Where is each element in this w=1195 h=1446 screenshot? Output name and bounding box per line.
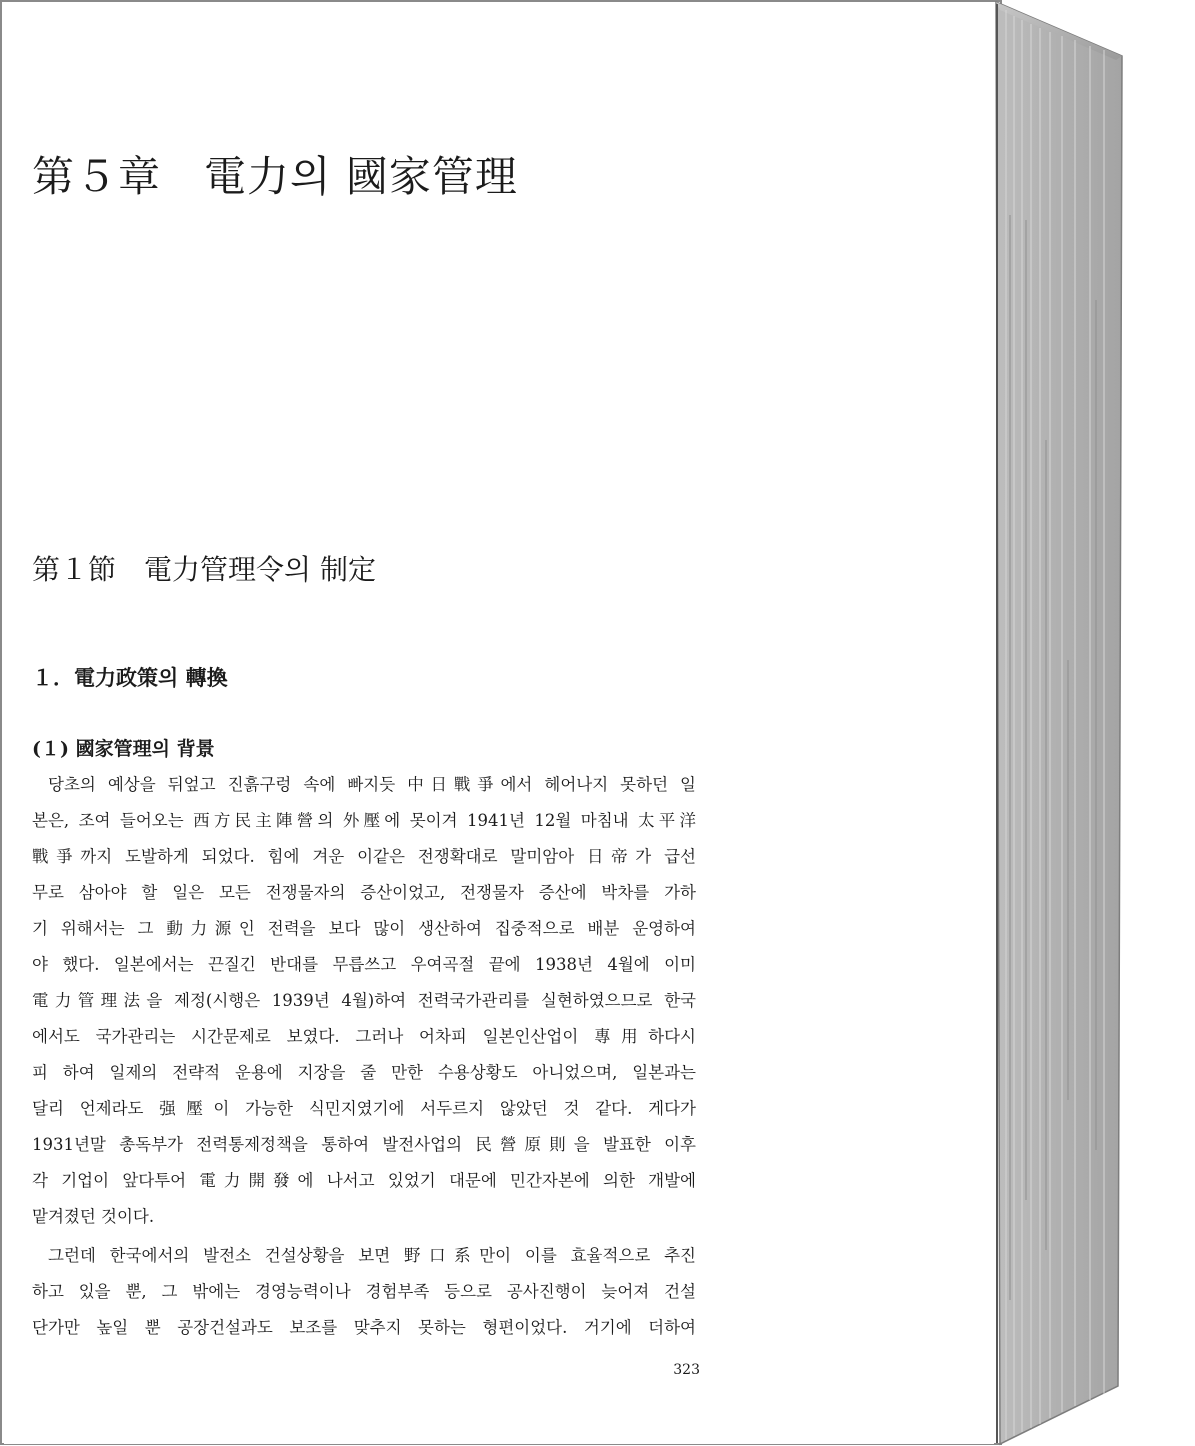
subsection-title: １．電力政策의 轉換	[32, 665, 228, 690]
text-line: 본은, 조여 들어오는 西方民主陣營의 外壓에 못이겨 1941년 12월 마침내 太平洋	[32, 811, 696, 830]
text-line: 하고 있을 뿐, 그 밖에는 경영능력이나 경험부족 등으로 공사진행이 늦어져 건설	[32, 1282, 696, 1301]
text-line: 무로 삼아야 할 일은 모든 전쟁물자의 증산이었고, 전쟁물자 증산에 박차를 가하	[32, 883, 696, 902]
text-line: 달리 언제라도 强壓이 가능한 식민지였기에 서두르지 않았던 것 같다. 게다가	[32, 1099, 696, 1118]
text-line: 그런데 한국에서의 발전소 건설상황을 보면 野口系만이 이를 효율적으로 추진	[48, 1246, 696, 1265]
sub-subsection-title: (１) 國家管理의 背景	[32, 738, 215, 760]
text-line: 電力管理法을 제정(시행은 1939년 4월)하여 전력국가관리를 실현하였으므로 한국	[32, 991, 696, 1010]
text-line: 야 했다. 일본에서는 끈질긴 반대를 무릅쓰고 우여곡절 끝에 1938년 4월에 이미	[32, 955, 696, 974]
paragraph-1	[32, 767, 696, 1235]
page-content	[4, 4, 994, 1444]
text-line: 맡겨졌던 것이다.	[32, 1207, 155, 1226]
text-line: 1931년말 총독부가 전력통제정책을 통하여 발전사업의 民營原則을 발표한 이후	[32, 1135, 696, 1154]
text-line: 단가만 높일 뿐 공장건설과도 보조를 맞추지 못하는 형편이었다. 거기에 더하여	[32, 1318, 696, 1337]
section-title: 第１節 電力管理令의 制定	[32, 553, 376, 586]
book-thickness-side	[996, 2, 1122, 1444]
page-number: 323	[673, 1362, 700, 1378]
chapter-title: 第５章 電力의 國家管理	[32, 152, 518, 201]
text-line: 에서도 국가관리는 시간문제로 보였다. 그러나 어차피 일본인산업이 專用하다시	[32, 1027, 696, 1046]
paragraph-2	[32, 1238, 696, 1346]
text-line: 戰爭까지 도발하게 되었다. 힘에 겨운 이같은 전쟁확대로 말미암아 日帝가 급선	[32, 847, 696, 866]
text-line: 당초의 예상을 뒤엎고 진흙구렁 속에 빠지듯 中日戰爭에서 헤어나지 못하던 일	[48, 775, 696, 794]
text-line: 각 기업이 앞다투어 電力開發에 나서고 있었기 대문에 민간자본에 의한 개발에	[32, 1171, 696, 1190]
text-line: 기 위해서는 그 動力源인 전력을 보다 많이 생산하여 집중적으로 배분 운영하여	[32, 919, 696, 938]
text-line: 피 하여 일제의 전략적 운용에 지장을 줄 만한 수용상황도 아니었으며, 일본과는	[32, 1063, 696, 1082]
